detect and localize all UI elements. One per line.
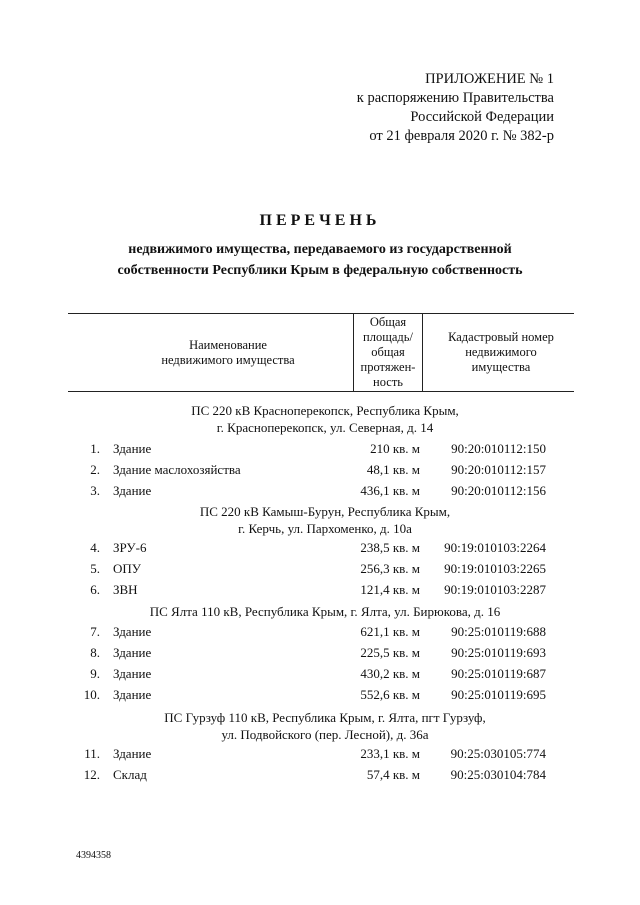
row-cadastral: 90:25:030104:784 (450, 767, 546, 782)
subtitle-line-2: собственности Республики Крым в федеральную собственность (117, 263, 523, 278)
row-number: 11. (84, 746, 100, 761)
row-number: 10. (83, 687, 100, 702)
group-title-yalta (110, 603, 540, 620)
table-row (0, 580, 640, 600)
group-title-krasnoperekopsk (150, 402, 500, 436)
document-code: 4394358 (76, 850, 111, 861)
header-cadastral-line: имущества (471, 360, 531, 374)
table-header (68, 313, 574, 392)
header-area-line: общая (371, 345, 405, 359)
header-area-line: Общая (369, 315, 407, 329)
row-name: Здание (113, 687, 152, 702)
row-name: Здание (113, 666, 152, 681)
row-number: 12. (83, 767, 100, 782)
header-area (353, 314, 423, 391)
row-cadastral: 90:25:030105:774 (450, 746, 546, 761)
row-area: 436,1 кв. м (360, 483, 420, 498)
group-title-line: ПС Ялта 110 кВ, Республика Крым, г. Ялта, ул. Бирюкова, д. 16 (149, 604, 501, 619)
row-area: 256,3 кв. м (360, 561, 420, 576)
header-name (108, 338, 348, 368)
row-name: Здание (113, 645, 152, 660)
document-subtitle (0, 239, 640, 281)
group-title-line: г. Керчь, ул. Пархоменко, д. 10а (238, 521, 412, 536)
row-cadastral: 90:19:010103:2287 (444, 582, 546, 597)
group-title-line: ул. Подвойского (пер. Лесной), д. 36а (221, 727, 429, 742)
header-cadastral-line: Кадастровый номер (448, 330, 554, 344)
row-number: 4. (90, 540, 100, 555)
group-title-line: ПС Гурзуф 110 кВ, Республика Крым, г. Ялта, пгт Гурзуф, (164, 710, 486, 725)
table-row (0, 765, 640, 785)
header-area-line: площадь/ (363, 330, 413, 344)
table-row (0, 664, 640, 684)
appendix-line-government: Российской Федерации (410, 109, 554, 125)
row-number: 1. (90, 441, 100, 456)
header-area-line: протяжен- (360, 360, 416, 374)
table-row (0, 622, 640, 642)
row-number: 6. (90, 582, 100, 597)
row-name: Здание маслохозяйства (113, 462, 241, 477)
row-cadastral: 90:19:010103:2264 (444, 540, 546, 555)
row-name: ЗРУ-6 (113, 540, 147, 555)
table-row (0, 685, 640, 705)
row-cadastral: 90:20:010112:157 (451, 462, 546, 477)
row-cadastral: 90:20:010112:156 (451, 483, 546, 498)
row-area: 621,1 кв. м (360, 624, 420, 639)
row-number: 9. (90, 666, 100, 681)
table-row (0, 460, 640, 480)
row-number: 8. (90, 645, 100, 660)
group-title-line: ПС 220 кВ Красноперекопск, Республика Крым, (191, 403, 459, 418)
row-cadastral: 90:25:010119:688 (451, 624, 546, 639)
table-row (0, 559, 640, 579)
row-area: 121,4 кв. м (360, 582, 420, 597)
row-name: ЗВН (113, 582, 138, 597)
row-area: 57,4 кв. м (366, 767, 420, 782)
appendix-line-date: от 21 февраля 2020 г. № 382-р (369, 128, 554, 144)
row-area: 552,6 кв. м (360, 687, 420, 702)
row-area: 210 кв. м (370, 441, 420, 456)
table-row (0, 538, 640, 558)
row-number: 7. (90, 624, 100, 639)
group-title-line: г. Красноперекопск, ул. Северная, д. 14 (216, 420, 434, 435)
table-row (0, 744, 640, 764)
group-title-kamysh-burun (150, 503, 500, 537)
header-name-line: недвижимого имущества (161, 353, 295, 367)
header-cadastral (428, 330, 574, 375)
row-area: 430,2 кв. м (360, 666, 420, 681)
row-name: ОПУ (113, 561, 141, 576)
row-number: 5. (90, 561, 100, 576)
group-title-gurzuf (120, 709, 530, 743)
header-cadastral-line: недвижимого (465, 345, 537, 359)
appendix-line-order: к распоряжению Правительства (356, 90, 554, 106)
row-area: 233,1 кв. м (360, 746, 420, 761)
row-area: 238,5 кв. м (360, 540, 420, 555)
row-name: Здание (113, 624, 152, 639)
table-row (0, 481, 640, 501)
row-area: 48,1 кв. м (366, 462, 420, 477)
row-name: Здание (113, 483, 152, 498)
table-row (0, 643, 640, 663)
row-name: Склад (113, 767, 147, 782)
row-area: 225,5 кв. м (360, 645, 420, 660)
header-name-line: Наименование (189, 338, 267, 352)
document-title: ПЕРЕЧЕНЬ (259, 212, 381, 229)
table-row (0, 439, 640, 459)
row-cadastral: 90:20:010112:150 (451, 441, 546, 456)
row-cadastral: 90:25:010119:687 (451, 666, 546, 681)
subtitle-line-1: недвижимого имущества, передаваемого из государственной (128, 242, 512, 257)
row-name: Здание (113, 746, 152, 761)
row-cadastral: 90:25:010119:693 (451, 645, 546, 660)
row-cadastral: 90:25:010119:695 (451, 687, 546, 702)
row-name: Здание (113, 441, 152, 456)
row-number: 3. (90, 483, 100, 498)
row-number: 2. (90, 462, 100, 477)
row-cadastral: 90:19:010103:2265 (444, 561, 546, 576)
group-title-line: ПС 220 кВ Камыш-Бурун, Республика Крым, (199, 504, 451, 519)
appendix-header (357, 70, 554, 146)
appendix-title: ПРИЛОЖЕНИЕ № 1 (425, 71, 554, 87)
header-area-line: ность (373, 375, 403, 389)
